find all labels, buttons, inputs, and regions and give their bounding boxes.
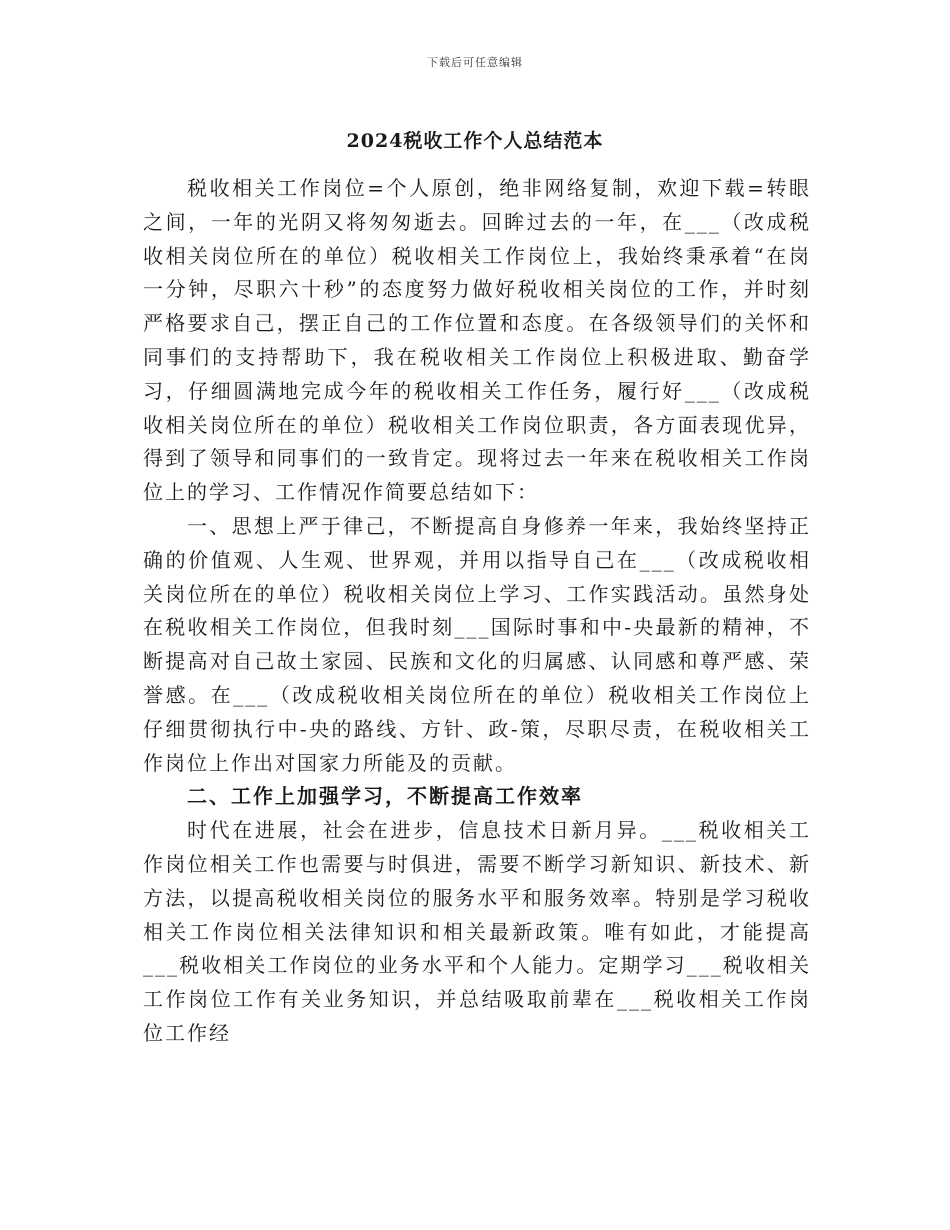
document-body	[143, 172, 811, 1051]
document-title: 2024税收工作个人总结范本	[346, 130, 604, 152]
header-note: 下载后可任意编辑	[427, 56, 523, 69]
paragraph-section-two: 时代在进展，社会在进步，信息技术日新月异。___税收相关工作岗位相关工作也需要与时俱进，需要不断学习新知识、新技术、新方法，以提高税收相关岗位的服务水平和服务效率。特别是学习税收相关工作岗位相关法律知识和相关最新政策。唯有如此，才能提高___税收相关工作岗位的业务水平和个人能力。定期学习___税收相关工作岗位工作有关业务知识，并总结吸取前辈在___税收相关工作岗位工作经	[143, 818, 811, 1045]
section-heading: 二、工作上加强学习，不断提高工作效率	[187, 784, 583, 809]
paragraph-section-one: 一、思想上严于律己，不断提高自身修养一年来，我始终坚持正确的价值观、人生观、世界观，并用以指导自己在___（改成税收相关岗位所在的单位）税收相关岗位上学习、工作实践活动。虽然身处在税收相关工作岗位，但我时刻___国际时事和中-央最新的精神，不断提高对自己故土家园、民族和文化的归属感、认同感和尊严感、荣誉感。在___（改成税收相关岗位所在的单位）税收相关工作岗位上仔细贯彻执行中-央的路线、方针、政-策，尽职尽责，在税收相关工作岗位上作出对国家力所能及的贡献。	[143, 513, 811, 775]
paragraph-intro: 税收相关工作岗位=个人原创，绝非网络复制，欢迎下载=转眼之间，一年的光阴又将匆匆逝去。回眸过去的一年，在___（改成税收相关岗位所在的单位）税收相关工作岗位上，我始终秉承着“在岗一分钟，尽职六十秒”的态度努力做好税收相关岗位的工作，并时刻严格要求自己，摆正自己的工作位置和态度。在各级领导们的关怀和同事们的支持帮助下，我在税收相关工作岗位上积极进取、勤奋学习，仔细圆满地完成今年的税收相关工作任务，履行好___（改成税收相关岗位所在的单位）税收相关工作岗位职责，各方面表现优异，得到了领导和同事们的一致肯定。现将过去一年来在税收相关工作岗位上的学习、工作情况作简要总结如下：	[143, 176, 811, 505]
